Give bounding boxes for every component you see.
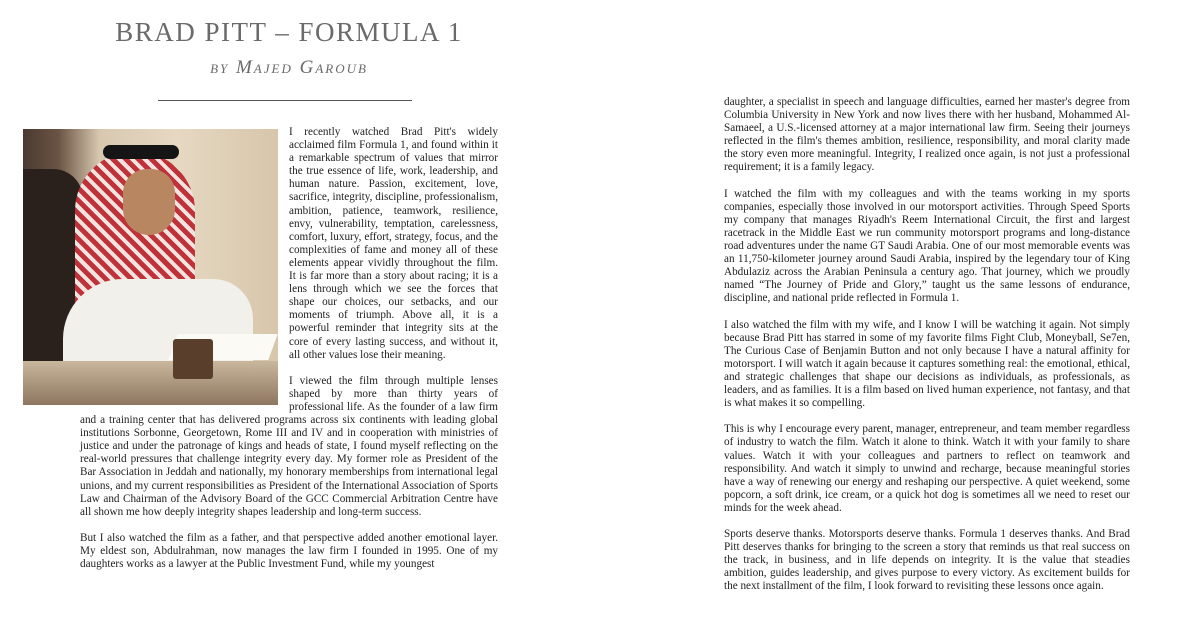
desk-shape	[23, 361, 278, 405]
paragraph: But I also watched the film as a father, and that perspective added another emotional layer. My eldest son, Abdulrahman, now manages the law firm I founded in 1995. One of my daughters works as a lawyer at the Public Investment Fund, while my youngest	[80, 531, 498, 571]
face-shape	[123, 169, 175, 235]
paragraph: I also watched the film with my wife, and I know I will be watching it again. Not simply because Brad Pitt has starred in some of my favorite films Fight Club, Moneyball, Se7en, The Curious Case of Benjamin Button and not only because I have a natural affinity for motorsport. I will watch it again because it captures something real: the emotional, ethical, and strategic challenges that shape our decisions as individuals, as professionals, as leaders, and as families. It is a film based on lived human experience, not fantasy, and that is what makes it so compelling.	[724, 318, 1130, 410]
author-photo	[23, 129, 278, 405]
paragraph: I viewed the film through multiple lenses shaped by more than thirty years of professional life. As the founder of a law firm and a training center that has delivered programs across six continents with leading global institutions Sorbonne, Georgetown, Rome III and IV and in cooperation with ministries of justice and under the patronage of kings and heads of state, I found myself reflecting on the real-world pressures that challenge integrity every day. My former role as President of the Bar Association in Jeddah and nationally, my honorary memberships from international legal unions, and my current responsibilities as President of the International Association of Sports Law and Chairman of the Advisory Board of the GCC Commercial Arbitration Centre have all shown me how deeply integrity shapes leadership and long-term success.	[80, 374, 498, 518]
paragraph: I watched the film with my colleagues and with the teams working in my sports companies, especially those involved in our motorsport activities. Through Speed Sports my company that manages Riyadh's Reem International Circuit, the first and largest racetrack in the Middle East we run community motorsport programs and long-distance road adventures under the name GT Saudi Arabia. One of our most memorable events was an 11,750-kilometer journey around Saudi Arabia, inspired by the legendary tour of King Abdulaziz across the Arabian Peninsula a century ago. That journey, which we proudly named “The Journey of Pride and Glory,” taught us the same lessons of endurance, discipline, and national pride reflected in Formula 1.	[724, 187, 1130, 305]
paragraph: This is why I encourage every parent, manager, entrepreneur, and team member regardless of industry to watch the film. Watch it alone to think. Watch it with your family to share values. Watch it with your colleagues and partners to reflect on teamwork and responsibility. And watch it simply to unwind and recharge, because meaningful stories have a way of renewing our energy and reshaping our perspective. A quiet weekend, some popcorn, a soft drink, ice cream, or a quick hot dog is sometimes all we need to reset our minds for the week ahead.	[724, 423, 1130, 514]
author-byline: by Majed Garoub	[210, 57, 368, 78]
agal-shape	[103, 145, 179, 159]
pen-holder-shape	[173, 339, 213, 379]
paragraph: I recently watched Brad Pitt's widely acclaimed film Formula 1, and found within it a remarkable spectrum of values that mirror the true essence of life, work, leadership, and human nature. Passion, excitement, love, sacrifice, integrity, discipline, professionalism, ambition, patience, teamwork, resilience, envy, vulnerability, temptation, carelessness, comfort, luxury, effort, strategy, focus, and the complexities of fame and money all of these elements appear vividly throughout the film. It is far more than a story about racing; it is a lens through which we see the forces that shape our choices, our setbacks, and our moments of triumph. Above all, it is a powerful reminder that integrity sits at the core of every lasting success, and without it, all other values lose their meaning.	[289, 126, 498, 361]
left-column	[80, 126, 498, 584]
right-column	[724, 96, 1130, 607]
title-divider	[158, 100, 412, 101]
paragraph: Sports deserve thanks. Motorsports deserve thanks. Formula 1 deserves thanks. And Brad Pitt deserves thanks for bringing to the screen a story that reminds us that real success on the track, in business, and in life depends on integrity. It is the value that steadies ambition, guides leadership, and gives purpose to every victory. As excitement builds for the next installment of the film, I look forward to revisiting these lessons once again.	[724, 528, 1130, 593]
paragraph: daughter, a specialist in speech and language difficulties, earned her master's degree from Columbia University in New York and now lives there with her husband, Mohammed Al-Samaeel, a U.S.-licensed attorney at a major international law firm. Seeing their journeys reflected in the film's themes ambition, resilience, responsibility, and moral clarity made the story even more meaningful. Integrity, I realized once again, is not just a professional requirement; it is a family legacy.	[724, 96, 1130, 174]
article-title: BRAD PITT – FORMULA 1	[115, 17, 463, 47]
